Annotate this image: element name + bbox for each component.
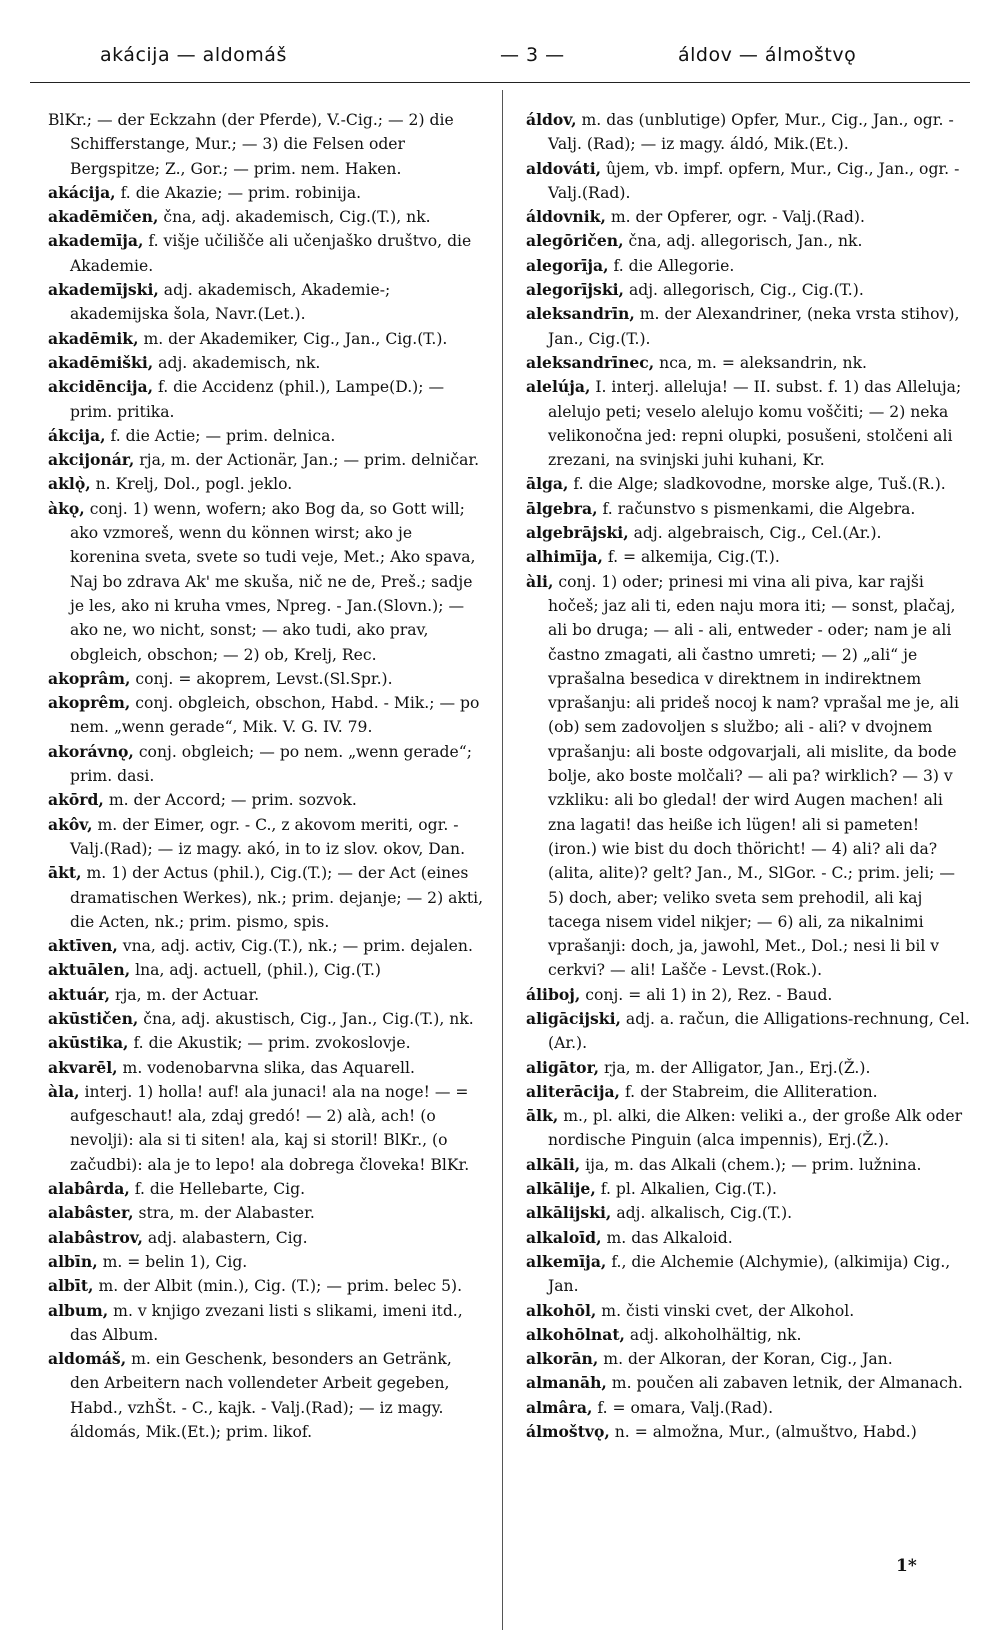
definition: m. poučen ali zabaven letnik, der Almanach.	[606, 1374, 963, 1393]
definition: m. der Eimer, ogr. - C., z akovom meriti, ogr. - Valj.(Rad); — iz magy. akó, in to iz slov. okov, Dan.	[70, 815, 466, 858]
definition: adj. alkalisch, Cig.(T.).	[611, 1204, 793, 1223]
dictionary-entry	[48, 497, 484, 667]
dictionary-entry	[48, 375, 484, 424]
headword: aldomáš,	[48, 1349, 127, 1369]
headword: àkǫ,	[48, 498, 85, 518]
dictionary-entry	[48, 229, 484, 278]
definition: m. v knjigo zvezani listi s slikami, imeni itd., das Album.	[70, 1301, 463, 1344]
definition: f. die Allegorie.	[608, 256, 735, 275]
headword: akoprâm,	[48, 668, 131, 688]
headword: alegōričen,	[526, 231, 624, 251]
dictionary-entry	[526, 1420, 972, 1444]
left-column	[48, 108, 484, 1528]
dictionary-entry	[48, 1250, 484, 1274]
dictionary-entry	[526, 157, 972, 206]
definition: f. die Accidenz (phil.), Lampe(D.); — prim. pritika.	[70, 378, 445, 421]
definition: m. der Akademiker, Cig., Jan., Cig.(T.).	[138, 329, 448, 348]
definition: m. vodenobarvna slika, das Aquarell.	[117, 1058, 415, 1077]
headword: àla,	[48, 1081, 80, 1101]
dictionary-entry	[526, 351, 972, 375]
dictionary-entry	[48, 1226, 484, 1250]
headword: alkaloīd,	[526, 1227, 602, 1247]
definition: m. der Alexandriner, (neka vrsta stihov), Jan., Cig.(T.).	[548, 305, 960, 348]
definition: f. računstvo s pismenkami, die Algebra.	[597, 499, 916, 518]
definition: adj. akademisch, Akademie-; akademijska šola, Navr.(Let.).	[70, 281, 391, 324]
dictionary-entry	[48, 740, 484, 789]
right-column	[526, 108, 972, 1528]
headword: alhimīja,	[526, 547, 603, 567]
dictionary-entry	[526, 278, 972, 302]
headword: alabârda,	[48, 1179, 130, 1199]
headword: algebrājski,	[526, 523, 629, 543]
definition: adj. alabastern, Cig.	[142, 1228, 308, 1247]
headword: aktuālen,	[48, 960, 131, 980]
headword: akademīja,	[48, 231, 144, 251]
headword: alkālijski,	[526, 1203, 612, 1223]
headword: almâra,	[526, 1397, 593, 1417]
dictionary-entry	[48, 1080, 484, 1177]
definition: m. 1) der Actus (phil.), Cig.(T.); — der Act (eines dramatischen Werkes), nk.; prim. dejanje; — 2) akti, die Acten, nk.; prim. pismo, spis.	[70, 864, 484, 931]
headword: alegorījski,	[526, 280, 624, 300]
running-header	[30, 44, 970, 72]
dictionary-entry	[48, 278, 484, 327]
headword: albīn,	[48, 1251, 98, 1271]
definition: adj. a. račun, die Alligations-rechnung, Cel. (Ar.).	[548, 1009, 970, 1053]
dictionary-entry	[48, 448, 484, 472]
definition: I. interj. alleluja! — II. subst. f. 1) das Alleluja; alelujo peti; veselo alelujo komu voščiti; — 2) neka velikonočna jed: repni olupki, posušeni, stolčeni ali zrezani, na svinjski juhi kuhani, Kr.	[548, 378, 962, 470]
definition: f. = omara, Valj.(Rad).	[592, 1398, 774, 1417]
headword: aleksandrīn,	[526, 304, 635, 324]
headword: akorávnǫ,	[48, 741, 134, 761]
definition: m. der Accord; — prim. sozvok.	[103, 791, 357, 810]
dictionary-entry	[48, 1056, 484, 1080]
dictionary-entry	[48, 667, 484, 691]
headword: alabâstrov,	[48, 1227, 143, 1247]
headword: aktuár,	[48, 984, 111, 1004]
dictionary-entry	[526, 375, 972, 472]
dictionary-entry	[48, 983, 484, 1007]
dictionary-entry	[48, 351, 484, 375]
definition: conj. 1) oder; prinesi mi vina ali piva, kar rajši hočeš; jaz ali ti, eden naju mora iti; — sonst, plačaj, ali bo druga; — ali - ali, entweder - oder; nam je ali častno zmagati, ali častno umreti; — 2) „ali“ je vprašalna besedica v direktnem in indirektnem vprašanju: ali prideš nocoj k nam? vprašal me je, ali (ob) sem zadovoljen s službo; ali - ali? v dvojnem vprašanju: ali boste odgovarjali, ali mislite, da bode bolje, ako boste molčali? — ali pa? wirklich? — 3) v vzkliku: ali bo gledal! der wird Augen machen! ali zna lagati! das heiße ich lügen! ali si pameten! (iron.) wie bist du doch thöricht! — 4) ali? ali da? (alita, alite)? gelt? Jan., M., SlGor. - C.; prim. jeli; — 5) doch, aber; veliko sveta sem prehodil, ali kaj tacega nisem videl nikjer; — 6) ali, za nikalnimi vprašanji: doch, ja, jawohl, Met., Dol.; nesi li bil v cerkvi? — ali! Lašče - Levst.(Rok.).	[548, 572, 959, 980]
dictionary-entry	[48, 1031, 484, 1055]
dictionary-entry	[48, 813, 484, 862]
definition: vna, adj. activ, Cig.(T.), nk.; — prim. dejalen.	[117, 937, 473, 956]
page-number: — 3 —	[500, 44, 565, 66]
dictionary-entry	[526, 983, 972, 1007]
headword: aligātor,	[526, 1057, 600, 1077]
definition: lna, adj. actuell, (phil.), Cig.(T.)	[130, 961, 381, 980]
headword: alkorān,	[526, 1349, 599, 1369]
dictionary-entry	[526, 1226, 972, 1250]
dictionary-entry	[526, 472, 972, 496]
definition: adj. allegorisch, Cig., Cig.(T.).	[623, 281, 864, 300]
headword: aldováti,	[526, 158, 602, 178]
dictionary-entry	[526, 1177, 972, 1201]
dictionary-entry	[526, 1080, 972, 1104]
headword: ākt,	[48, 863, 82, 883]
headword: aleksandrīnec,	[526, 352, 655, 372]
definition: f. die Akustik; — prim. zvokoslovje.	[128, 1034, 411, 1053]
definition: adj. akademisch, nk.	[153, 353, 321, 372]
headword: álmoštvǫ,	[526, 1422, 610, 1442]
dictionary-entry	[48, 1299, 484, 1348]
column-divider	[502, 90, 503, 1630]
headword: áldovnik,	[526, 207, 606, 227]
headword: akadēmičen,	[48, 207, 159, 227]
dictionary-entry	[48, 691, 484, 740]
definition: conj. = akoprem, Levst.(Sl.Spr.).	[130, 669, 393, 688]
definition: n. = almožna, Mur., (almuštvo, Habd.)	[609, 1423, 917, 1442]
headword: akadēmik,	[48, 328, 139, 348]
headword: ālk,	[526, 1106, 559, 1126]
dictionary-entry	[48, 205, 484, 229]
headword: akademījski,	[48, 280, 159, 300]
headword: akácija,	[48, 182, 116, 202]
headword: alabâster,	[48, 1203, 134, 1223]
dictionary-entry	[48, 861, 484, 934]
definition: conj. 1) wenn, wofern; ako Bog da, so Gott will; ako vzmoreš, wenn du können wirst; ako je korenina sveta, svete so tudi veje, Met.; Ako spava, Naj bo zdrava Ak' me skuša, nič ne de, Preš.; sadje je les, ako ni kruha vmes, Npreg. - Jan.(Slovn.); — ako ne, wo nicht, sonst; — ako tudi, ako prav, obgleich, obschon; — 2) ob, Krelj, Rec.	[70, 499, 476, 664]
dictionary-entry	[526, 1201, 972, 1225]
definition: m. das Alkaloid.	[601, 1228, 733, 1247]
headword: aliterācija,	[526, 1081, 620, 1101]
definition: m. čisti vinski cvet, der Alkohol.	[596, 1301, 855, 1320]
definition: conj. = ali 1) in 2), Rez. - Baud.	[580, 985, 833, 1004]
headword: alelúja,	[526, 377, 591, 397]
dictionary-entry	[526, 1056, 972, 1080]
dictionary-entry	[526, 521, 972, 545]
definition: BlKr.; — der Eckzahn (der Pferde), V.-Cig.; — 2) die Schifferstange, Mur.; — 3) die Felsen oder Bergspitze; Z., Gor.; — prim. nem. Haken.	[48, 111, 454, 178]
definition: čna, adj. allegorisch, Jan., nk.	[623, 232, 863, 251]
headword: akūstika,	[48, 1033, 129, 1053]
dictionary-entry	[48, 1177, 484, 1201]
headword: àli,	[526, 571, 554, 591]
headword: áliboj,	[526, 984, 581, 1004]
dictionary-entry	[48, 1347, 484, 1444]
definition: ûjem, vb. impf. opfern, Mur., Cig., Jan., ogr. - Valj.(Rad).	[548, 159, 960, 202]
definition: nca, m. = aleksandrin, nk.	[654, 353, 868, 372]
dictionary-entry	[526, 254, 972, 278]
definition: rja, m. der Actuar.	[110, 985, 260, 1004]
definition: f. die Actie; — prim. delnica.	[105, 426, 336, 445]
dictionary-entry	[526, 1153, 972, 1177]
headword: alkālije,	[526, 1179, 596, 1199]
headword: alkohōlnat,	[526, 1324, 625, 1344]
definition: adj. algebraisch, Cig., Cel.(Ar.).	[628, 524, 882, 543]
dictionary-entry	[48, 108, 484, 181]
headword: album,	[48, 1300, 109, 1320]
dictionary-entry	[526, 1250, 972, 1299]
headword: akōrd,	[48, 790, 104, 810]
definition: f. die Alge; sladkovodne, morske alge, Tuš.(R.).	[568, 475, 946, 494]
dictionary-entry	[48, 788, 484, 812]
headword: akoprêm,	[48, 693, 131, 713]
definition: m., pl. alki, die Alken: veliki a., der große Alk oder nordische Pinguin (alca impennis), Erj.(Ž.).	[548, 1107, 963, 1150]
definition: m. das (unblutige) Opfer, Mur., Cig., Jan., ogr. - Valj. (Rad); — iz magy. áldó, Mik.(Et.).	[548, 111, 954, 154]
headword: áldov,	[526, 110, 577, 129]
headword: akôv,	[48, 814, 93, 834]
headword: aktīven,	[48, 936, 118, 956]
definition: m. der Alkoran, der Koran, Cig., Jan.	[598, 1350, 893, 1369]
definition: adj. alkoholhältig, nk.	[624, 1325, 802, 1344]
definition: f. = alkemija, Cig.(T.).	[602, 548, 780, 567]
headword: alegorīja,	[526, 255, 609, 275]
headword: ālgebra,	[526, 498, 598, 518]
definition: interj. 1) holla! auf! ala junaci! ala na noge! — = aufgeschaut! ala, zdaj gredó! — 2) alà, ach! (o nevolji): ala si ti siten! ala, kaj si storil! BlKr., (o začudbi): ala je to lepo! ala dobrega človeka! BlKr.	[70, 1082, 470, 1174]
dictionary-entry	[526, 1007, 972, 1056]
dictionary-entry	[48, 472, 484, 496]
definition: conj. obgleich, obschon, Habd. - Mik.; — po nem. „wenn gerade“, Mik. V. G. IV. 79.	[70, 694, 480, 737]
definition: f. pl. Alkalien, Cig.(T.).	[595, 1180, 777, 1199]
dictionary-entry	[48, 1201, 484, 1225]
definition: f. der Stabreim, die Alliteration.	[620, 1082, 878, 1101]
definition: f. die Akazie; — prim. robinija.	[115, 183, 362, 202]
headword: almanāh,	[526, 1373, 607, 1393]
headword: alkemīja,	[526, 1251, 607, 1271]
definition: m. = belin 1), Cig.	[97, 1252, 248, 1271]
headword: alkohōl,	[526, 1300, 597, 1320]
headword: aklǫ̀,	[48, 474, 91, 494]
dictionary-entry	[526, 108, 972, 157]
headword: aligācijski,	[526, 1008, 621, 1028]
definition: conj. obgleich; — po nem. „wenn gerade“; prim. dasi.	[70, 742, 472, 786]
sheet-signature: 1*	[896, 1556, 917, 1576]
dictionary-entry	[526, 1396, 972, 1420]
definition: f. die Hellebarte, Cig.	[129, 1180, 306, 1199]
headword: akcidēncija,	[48, 377, 154, 397]
dictionary-entry	[526, 229, 972, 253]
definition: m. der Opferer, ogr. - Valj.(Rad).	[605, 208, 865, 227]
dictionary-entry	[526, 1104, 972, 1153]
dictionary-entry	[48, 424, 484, 448]
headword: akvarēl,	[48, 1057, 118, 1077]
dictionary-entry	[48, 327, 484, 351]
definition: rja, m. der Actionär, Jan.; — prim. delničar.	[134, 451, 480, 470]
dictionary-entry	[526, 545, 972, 569]
dictionary-entry	[48, 1274, 484, 1298]
header-left-guide: akácija — aldomáš	[100, 44, 287, 66]
headword: albīt,	[48, 1276, 94, 1296]
definition: n. Krelj, Dol., pogl. jeklo.	[90, 475, 293, 494]
dictionary-entry	[526, 1371, 972, 1395]
definition: rja, m. der Alligator, Jan., Erj.(Ž.).	[599, 1058, 871, 1077]
definition: stra, m. der Alabaster.	[133, 1204, 315, 1223]
definition: čna, adj. akademisch, Cig.(T.), nk.	[158, 208, 431, 227]
definition: m. ein Geschenk, besonders an Getränk, den Arbeitern nach vollendeter Arbeit gegeben, Habd., vzhŠt. - C., kajk. - Valj.(Rad); — iz magy. áldomás, Mik.(Et.); prim. likof.	[70, 1350, 452, 1442]
definition: ija, m. das Alkali (chem.); — prim. lužnina.	[580, 1155, 922, 1174]
dictionary-entry	[526, 1299, 972, 1323]
headword: akcijonár,	[48, 450, 135, 470]
dictionary-entry	[526, 1323, 972, 1347]
dictionary-entry	[526, 205, 972, 229]
dictionary-entry	[48, 934, 484, 958]
headword: alkāli,	[526, 1154, 581, 1174]
definition: m. der Albit (min.), Cig. (T.); — prim. belec 5).	[93, 1277, 463, 1296]
definition: f. višje učilišče ali učenjaško društvo, die Akademie.	[70, 232, 472, 275]
dictionary-entry	[526, 497, 972, 521]
dictionary-entry	[48, 1007, 484, 1031]
definition: čna, adj. akustisch, Cig., Jan., Cig.(T.), nk.	[138, 1009, 474, 1028]
definition: f., die Alchemie (Alchymie), (alkimija) Cig., Jan.	[548, 1252, 951, 1296]
header-rule	[30, 82, 970, 83]
dictionary-entry	[48, 958, 484, 982]
headword: akūstičen,	[48, 1008, 139, 1028]
dictionary-entry	[526, 302, 972, 351]
header-right-guide: áldov — álmoštvǫ	[678, 44, 857, 66]
headword: akadēmiški,	[48, 352, 154, 372]
dictionary-entry	[526, 570, 972, 983]
headword: ālga,	[526, 474, 569, 494]
headword: ákcija,	[48, 425, 106, 445]
dictionary-entry	[48, 181, 484, 205]
dictionary-entry	[526, 1347, 972, 1371]
